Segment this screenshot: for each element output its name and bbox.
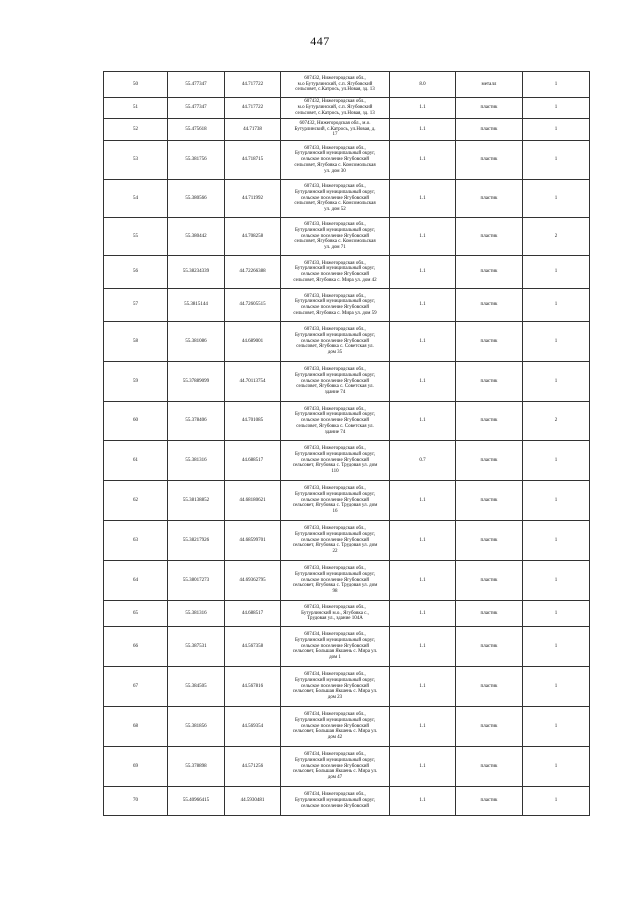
row-number-cell: 69 <box>104 747 168 787</box>
container-count-cell: 1 <box>523 98 590 119</box>
container-count-cell: 1 <box>523 561 590 601</box>
container-count-cell: 1 <box>523 289 590 322</box>
table-row <box>104 601 590 627</box>
table-row <box>104 441 590 481</box>
container-material-cell: пластик <box>456 601 523 627</box>
container-volume-cell: 1.1 <box>390 707 456 747</box>
address-cell: 607432, Нижегородская обл., м.о. Бутурлинский, с.Катрось, ул.Новая, д. 17 <box>281 119 390 141</box>
container-volume-cell: 1.1 <box>390 521 456 561</box>
row-number-cell: 57 <box>104 289 168 322</box>
row-number-cell: 66 <box>104 627 168 667</box>
latitude-cell: 55.378406 <box>168 402 225 441</box>
latitude-cell: 55.38017273 <box>168 561 225 601</box>
row-number-cell: 58 <box>104 322 168 362</box>
table-row <box>104 747 590 787</box>
row-number-cell: 51 <box>104 98 168 119</box>
row-number-cell: 53 <box>104 141 168 180</box>
table-row <box>104 787 590 816</box>
table-row <box>104 322 590 362</box>
container-volume-cell: 1.1 <box>390 256 456 289</box>
table-row <box>104 402 590 441</box>
latitude-cell: 55.477347 <box>168 98 225 119</box>
table-row <box>104 289 590 322</box>
page-number: 447 <box>310 34 330 48</box>
longitude-cell: 44.688517 <box>225 601 281 627</box>
latitude-cell: 55.38217926 <box>168 521 225 561</box>
latitude-cell: 55.40966415 <box>168 787 225 816</box>
container-count-cell: 1 <box>523 119 590 141</box>
table-row <box>104 218 590 256</box>
longitude-cell: 44.68599701 <box>225 521 281 561</box>
row-number-cell: 70 <box>104 787 168 816</box>
container-volume-cell: 1.1 <box>390 601 456 627</box>
table-row <box>104 72 590 98</box>
longitude-cell: 44.717722 <box>225 72 281 98</box>
container-volume-cell: 1.1 <box>390 747 456 787</box>
longitude-cell: 44.70113754 <box>225 362 281 402</box>
table-row <box>104 707 590 747</box>
latitude-cell: 55.381756 <box>168 141 225 180</box>
latitude-cell: 55.378898 <box>168 747 225 787</box>
container-material-cell: металл <box>456 72 523 98</box>
container-material-cell: пластик <box>456 481 523 521</box>
container-material-cell: пластик <box>456 561 523 601</box>
longitude-cell: 44.72266388 <box>225 256 281 289</box>
container-material-cell: пластик <box>456 787 523 816</box>
address-cell: 607433, Нижегородская обл., Бутурлинский м.о., Ягубовка с., Трудовая ул., здание 104А <box>281 601 390 627</box>
latitude-cell: 55.475618 <box>168 119 225 141</box>
latitude-cell: 55.381086 <box>168 322 225 362</box>
address-cell: 607434, Нижегородская обл., Бутурлинский муниципальный округ, сельское поселение Ягубовский сельсовет, Большая Якшень с. Мира ул. дом 47 <box>281 747 390 787</box>
address-cell: 607433, Нижегородская обл., Бутурлинский муниципальный округ, сельское поселение Ягубовский сельсовет, Ягубовка с. Трудовая ул. дом 110 <box>281 441 390 481</box>
registry-table <box>103 71 590 816</box>
longitude-cell: 44.567816 <box>225 667 281 707</box>
latitude-cell: 55.384505 <box>168 667 225 707</box>
container-volume-cell: 1.1 <box>390 218 456 256</box>
container-count-cell: 1 <box>523 787 590 816</box>
container-count-cell: 1 <box>523 521 590 561</box>
address-cell: 607434, Нижегородская обл., Бутурлинский муниципальный округ, сельское поселение Ягубовский сельсовет, Большая Якшень с. Мира ул. дом 1 <box>281 627 390 667</box>
container-material-cell: пластик <box>456 180 523 218</box>
longitude-cell: 44.708258 <box>225 218 281 256</box>
container-volume-cell: 1.1 <box>390 322 456 362</box>
table-row <box>104 481 590 521</box>
container-volume-cell: 1.1 <box>390 289 456 322</box>
table-row <box>104 667 590 707</box>
address-cell: 607433, Нижегородская обл., Бутурлинский муниципальный округ, сельское поселение Ягубовский сельсовет, Ягубовка с. Трудовая ул. дом 16 <box>281 481 390 521</box>
container-count-cell: 1 <box>523 707 590 747</box>
container-count-cell: 1 <box>523 322 590 362</box>
container-volume-cell: 1.1 <box>390 98 456 119</box>
container-count-cell: 1 <box>523 627 590 667</box>
container-material-cell: пластик <box>456 362 523 402</box>
container-material-cell: пластик <box>456 667 523 707</box>
table-row <box>104 141 590 180</box>
address-cell: 607433, Нижегородская обл., Бутурлинский муниципальный округ, сельское поселение Ягубовский сельсовет, Ягубовка с. Мира ул. дом 59 <box>281 289 390 322</box>
container-material-cell: пластик <box>456 119 523 141</box>
latitude-cell: 55.380442 <box>168 218 225 256</box>
longitude-cell: 44.69362795 <box>225 561 281 601</box>
table-row <box>104 627 590 667</box>
container-count-cell: 1 <box>523 481 590 521</box>
address-cell: 607432, Нижегородская обл., м.о Бутурлинский, с.п. Ягубовский сельсовет, с.Катрось, ул.Новая, зд. 13 <box>281 98 390 119</box>
address-cell: 607433, Нижегородская обл., Бутурлинский муниципальный округ, сельское поселение Ягубовский сельсовет, Ягубовка с. Трудовая ул. дом 22 <box>281 521 390 561</box>
row-number-cell: 59 <box>104 362 168 402</box>
container-material-cell: пластик <box>456 521 523 561</box>
container-volume-cell: 1.1 <box>390 362 456 402</box>
longitude-cell: 44.569354 <box>225 707 281 747</box>
container-count-cell: 1 <box>523 601 590 627</box>
table-row <box>104 561 590 601</box>
address-cell: 607433, Нижегородская обл., Бутурлинский муниципальный округ, сельское поселение Ягубовский сельсовет, Ягубовка с. Советская ул. дом 35 <box>281 322 390 362</box>
container-count-cell: 1 <box>523 441 590 481</box>
container-count-cell: 2 <box>523 402 590 441</box>
longitude-cell: 44.711992 <box>225 180 281 218</box>
row-number-cell: 50 <box>104 72 168 98</box>
container-material-cell: пластик <box>456 98 523 119</box>
container-count-cell: 1 <box>523 256 590 289</box>
address-cell: 607433, Нижегородская обл., Бутурлинский муниципальный округ, сельское поселение Ягубовский сельсовет, Ягубовка с. Трудовая ул. дом 98 <box>281 561 390 601</box>
row-number-cell: 64 <box>104 561 168 601</box>
container-material-cell: пластик <box>456 627 523 667</box>
address-cell: 607434, Нижегородская обл., Бутурлинский муниципальный округ, сельское поселение Ягубовский сельсовет, Большая Якшень с. Мира ул. дом 42 <box>281 707 390 747</box>
container-material-cell: пластик <box>456 289 523 322</box>
table-row <box>104 98 590 119</box>
address-cell: 607434, Нижегородская обл., Бутурлинский муниципальный округ, сельское поселение Ягубовский <box>281 787 390 816</box>
container-count-cell: 1 <box>523 180 590 218</box>
longitude-cell: 44.689001 <box>225 322 281 362</box>
container-volume-cell: 1.1 <box>390 119 456 141</box>
longitude-cell: 44.718715 <box>225 141 281 180</box>
container-material-cell: пластик <box>456 747 523 787</box>
table-row <box>104 180 590 218</box>
longitude-cell: 44.72605515 <box>225 289 281 322</box>
latitude-cell: 55.381856 <box>168 707 225 747</box>
address-cell: 607433, Нижегородская обл., Бутурлинский муниципальный округ, сельское поселение Ягубовский сельсовет, Ягубовка с. Комсомольская ул. дом 30 <box>281 141 390 180</box>
table-row <box>104 521 590 561</box>
latitude-cell: 55.38138852 <box>168 481 225 521</box>
container-count-cell: 2 <box>523 218 590 256</box>
container-volume-cell: 1.1 <box>390 667 456 707</box>
container-count-cell: 1 <box>523 747 590 787</box>
container-material-cell: пластик <box>456 256 523 289</box>
row-number-cell: 52 <box>104 119 168 141</box>
address-cell: 607433, Нижегородская обл., Бутурлинский муниципальный округ, сельское поселение Ягубовский сельсовет, Ягубовка с. Советская ул. здание 74 <box>281 402 390 441</box>
container-volume-cell: 1.1 <box>390 141 456 180</box>
container-material-cell: пластик <box>456 402 523 441</box>
latitude-cell: 55.38234339 <box>168 256 225 289</box>
registry-table-body <box>104 72 590 816</box>
address-cell: 607432, Нижегородская обл., м.о Бутурлинский, с.п. Ягубовский сельсовет, с.Катрось, ул.Новая, зд. 13 <box>281 72 390 98</box>
container-volume-cell: 1.1 <box>390 627 456 667</box>
table-row <box>104 119 590 141</box>
address-cell: 607433, Нижегородская обл., Бутурлинский муниципальный округ, сельское поселение Ягубовский сельсовет, Ягубовка с. Мира ул. дом 42 <box>281 256 390 289</box>
row-number-cell: 67 <box>104 667 168 707</box>
container-volume-cell: 1.1 <box>390 561 456 601</box>
longitude-cell: 44.717722 <box>225 98 281 119</box>
latitude-cell: 55.387531 <box>168 627 225 667</box>
container-volume-cell: 1.1 <box>390 180 456 218</box>
container-volume-cell: 1.1 <box>390 481 456 521</box>
latitude-cell: 55.381316 <box>168 601 225 627</box>
row-number-cell: 56 <box>104 256 168 289</box>
address-cell: 607433, Нижегородская обл., Бутурлинский муниципальный округ, сельское поселение Ягубовский сельсовет, Ягубовка с. Комсомольская ул. дом 52 <box>281 180 390 218</box>
container-count-cell: 1 <box>523 362 590 402</box>
row-number-cell: 65 <box>104 601 168 627</box>
row-number-cell: 68 <box>104 707 168 747</box>
container-material-cell: пластик <box>456 218 523 256</box>
address-cell: 607434, Нижегородская обл., Бутурлинский муниципальный округ, сельское поселение Ягубовский сельсовет, Большая Якшень с. Мира ул. дом 23 <box>281 667 390 707</box>
address-cell: 607433, Нижегородская обл., Бутурлинский муниципальный округ, сельское поселение Ягубовский сельсовет, Ягубовка с. Советская ул. здание 74 <box>281 362 390 402</box>
table-row <box>104 256 590 289</box>
longitude-cell: 44.688517 <box>225 441 281 481</box>
container-volume-cell: 0.7 <box>390 441 456 481</box>
container-material-cell: пластик <box>456 141 523 180</box>
container-material-cell: пластик <box>456 441 523 481</box>
row-number-cell: 63 <box>104 521 168 561</box>
address-cell: 607433, Нижегородская обл., Бутурлинский муниципальный округ, сельское поселение Ягубовский сельсовет, Ягубовка с. Комсомольская ул. дом 71 <box>281 218 390 256</box>
row-number-cell: 54 <box>104 180 168 218</box>
row-number-cell: 62 <box>104 481 168 521</box>
table-row <box>104 362 590 402</box>
container-material-cell: пластик <box>456 322 523 362</box>
longitude-cell: 44.567358 <box>225 627 281 667</box>
longitude-cell: 44.68180621 <box>225 481 281 521</box>
row-number-cell: 55 <box>104 218 168 256</box>
container-volume-cell: 8.0 <box>390 72 456 98</box>
latitude-cell: 55.37889099 <box>168 362 225 402</box>
latitude-cell: 55.381316 <box>168 441 225 481</box>
longitude-cell: 44.571256 <box>225 747 281 787</box>
container-material-cell: пластик <box>456 707 523 747</box>
container-count-cell: 1 <box>523 141 590 180</box>
container-count-cell: 1 <box>523 667 590 707</box>
longitude-cell: 44.71738 <box>225 119 281 141</box>
container-count-cell: 1 <box>523 72 590 98</box>
row-number-cell: 61 <box>104 441 168 481</box>
container-volume-cell: 1.1 <box>390 787 456 816</box>
longitude-cell: 44.5930481 <box>225 787 281 816</box>
longitude-cell: 44.701085 <box>225 402 281 441</box>
container-volume-cell: 1.1 <box>390 402 456 441</box>
latitude-cell: 55.477347 <box>168 72 225 98</box>
latitude-cell: 55.380566 <box>168 180 225 218</box>
row-number-cell: 60 <box>104 402 168 441</box>
latitude-cell: 55.3815144 <box>168 289 225 322</box>
